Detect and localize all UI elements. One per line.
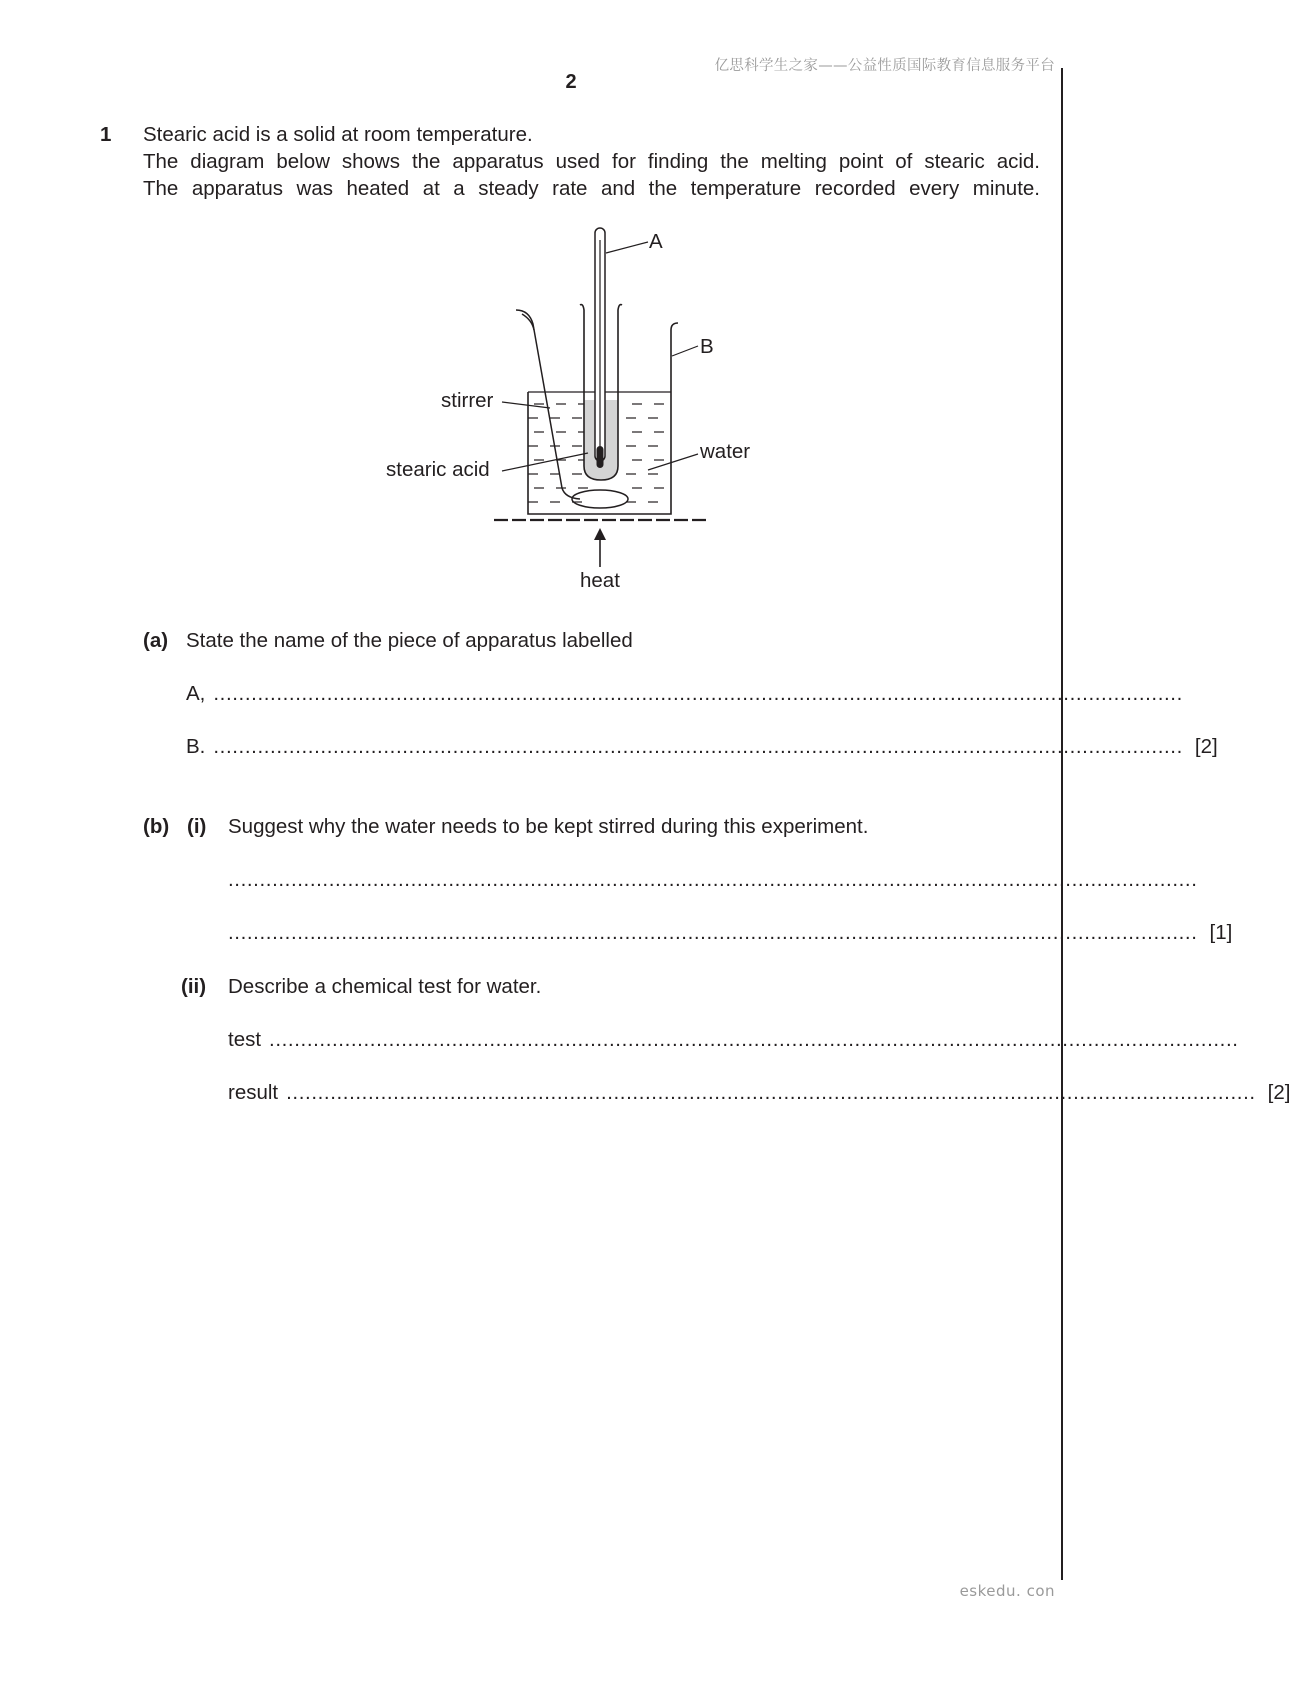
part-b-i-text: Suggest why the water needs to be kept stirred during this experiment. bbox=[228, 815, 869, 838]
label-A: A bbox=[649, 230, 663, 253]
answer-B-dots[interactable]: .......................................................................................................................................................... bbox=[213, 735, 1183, 758]
leader-water bbox=[648, 454, 698, 470]
answer-line-result[interactable] bbox=[228, 1079, 1290, 1106]
leader-stirrer bbox=[502, 402, 550, 408]
thermometer-bulb bbox=[597, 446, 604, 468]
intro-line-3: The apparatus was heated at a steady rate and the temperature recorded every minute. bbox=[143, 177, 1040, 200]
answer-line-b-i-2[interactable] bbox=[228, 919, 1233, 946]
part-b-i-label: (i) bbox=[187, 815, 207, 838]
header-site-name: 亿思科学生之家——公益性质国际教育信息服务平台 bbox=[714, 58, 1055, 74]
leader-A bbox=[606, 242, 648, 253]
label-B: B bbox=[700, 335, 714, 358]
answer-result-label: result bbox=[228, 1081, 279, 1104]
answer-test-label: test bbox=[228, 1028, 262, 1051]
answer-A-dots[interactable]: .......................................................................................................................................................... bbox=[213, 682, 1183, 705]
answer-test-dots[interactable]: .......................................................................................................................................................... bbox=[269, 1028, 1239, 1051]
answer-line-b-i-1[interactable] bbox=[228, 866, 1198, 893]
label-stirrer: stirrer bbox=[441, 389, 494, 412]
label-heat: heat bbox=[580, 569, 620, 592]
answer-B-label: B. bbox=[186, 735, 206, 758]
part-a-label: (a) bbox=[143, 629, 169, 652]
part-a-text: State the name of the piece of apparatus labelled bbox=[186, 629, 633, 652]
page-number: 2 bbox=[565, 71, 577, 93]
leader-B bbox=[672, 346, 698, 356]
part-b-ii-label: (ii) bbox=[181, 975, 207, 998]
answer-result-dots[interactable]: .......................................................................................................................................................... bbox=[286, 1081, 1256, 1104]
answer-line-B[interactable] bbox=[186, 733, 1218, 760]
mark-b-i: [1] bbox=[1209, 921, 1233, 944]
intro-line-1: Stearic acid is a solid at room temperature. bbox=[143, 123, 533, 146]
part-b-label: (b) bbox=[143, 815, 170, 838]
question-number: 1 bbox=[100, 123, 112, 146]
answer-A-label: A, bbox=[186, 682, 206, 705]
answer-b-i-2-dots[interactable]: .......................................................................................................................................................... bbox=[228, 921, 1198, 944]
answer-line-test[interactable] bbox=[228, 1026, 1239, 1053]
mark-b-ii: [2] bbox=[1267, 1081, 1290, 1104]
mark-a: [2] bbox=[1194, 735, 1218, 758]
label-stearic-acid: stearic acid bbox=[386, 458, 490, 481]
answer-b-i-1-dots[interactable]: .......................................................................................................................................................... bbox=[228, 868, 1198, 891]
footer-site-name: eskedu. con bbox=[959, 1582, 1055, 1600]
intro-line-2: The diagram below shows the apparatus used for finding the melting point of stearic acid. bbox=[143, 150, 1040, 173]
leader-stearic-acid bbox=[502, 453, 588, 471]
apparatus-diagram bbox=[0, 0, 1190, 600]
label-water: water bbox=[700, 440, 751, 463]
part-b-ii-text: Describe a chemical test for water. bbox=[228, 975, 542, 998]
answer-line-A[interactable] bbox=[186, 680, 1183, 707]
